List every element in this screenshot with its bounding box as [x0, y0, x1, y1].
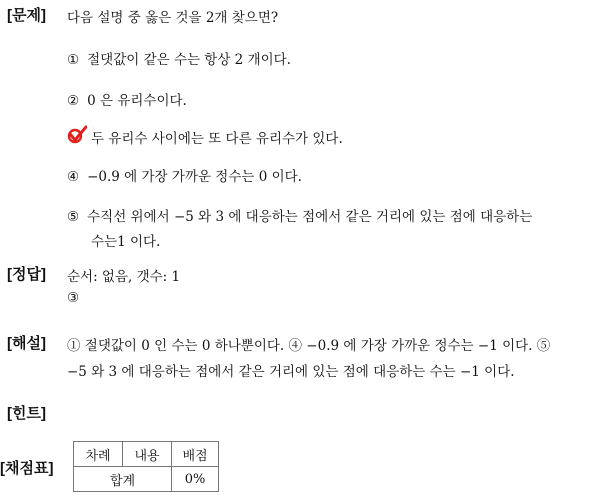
scoring-label: [채점표] [0, 460, 54, 477]
header-order: 차례 [74, 442, 123, 467]
option-number: ⑤ [67, 209, 80, 225]
table-row [74, 467, 219, 492]
option-5 [67, 205, 532, 225]
answer-value: ③ [67, 290, 80, 306]
explanation-line-2: −5 와 3 에 대응하는 점에서 같은 거리에 있는 점에 대응하는 수는 −1 이다. [67, 364, 515, 380]
answer-meta: 순서: 없음, 갯수: 1 [67, 269, 181, 285]
option-4 [67, 165, 302, 185]
total-value: 0% [172, 467, 219, 492]
problem-question: 다음 설명 중 옳은 것을 2개 찾으면? [67, 10, 279, 26]
option-text: 절댓값이 같은 수는 항상 2 개이다. [87, 52, 291, 68]
hint-label: [힌트] [7, 405, 46, 422]
header-content: 내용 [123, 442, 172, 467]
header-points: 배점 [172, 442, 219, 467]
option-number: ② [67, 93, 80, 109]
option-5-continuation: 수는1 이다. [91, 234, 161, 250]
total-label: 합계 [74, 467, 172, 492]
option-text: 두 유리수 사이에는 또 다른 유리수가 있다. [91, 131, 343, 147]
explanation-line-1: ① 절댓값이 0 인 수는 0 하나뿐이다. ④ −0.9 에 가장 가까운 정수는 −1 이다. ⑤ [67, 338, 551, 354]
check-mark-icon [67, 125, 87, 145]
scoring-table [73, 441, 219, 492]
answer-label: [정답] [7, 266, 46, 283]
problem-label: [문제] [7, 7, 46, 24]
option-number: ④ [67, 169, 80, 185]
table-row [74, 442, 219, 467]
explanation-label: [해설] [7, 335, 46, 352]
option-2 [67, 89, 187, 109]
option-1 [67, 48, 291, 68]
option-text: −0.9 에 가장 가까운 정수는 0 이다. [87, 169, 302, 185]
option-number: ① [67, 52, 80, 68]
option-3 [91, 127, 343, 147]
option-text: 0 은 유리수이다. [87, 93, 187, 109]
option-text: 수직선 위에서 −5 와 3 에 대응하는 점에서 같은 거리에 있는 점에 대응하는 [87, 209, 533, 225]
